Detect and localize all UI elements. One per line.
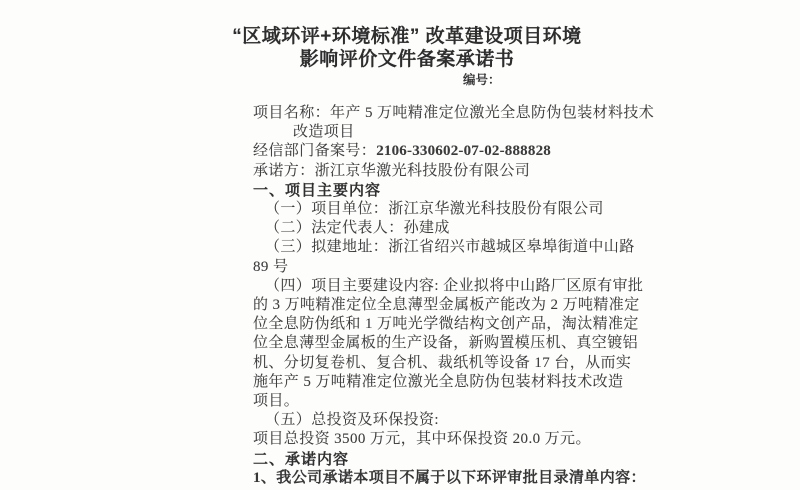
item-4-construction-content-line-7: 项目。 bbox=[253, 393, 300, 410]
promisor-line: 承诺方：浙江京华激光科技股份有限公司 bbox=[253, 162, 531, 179]
project-name-line-2: 改造项目 bbox=[293, 124, 355, 141]
record-number-value: 2106-330602-07-02-888828 bbox=[376, 143, 551, 160]
serial-number-label: 编号： bbox=[463, 73, 501, 87]
section-2-heading: 二、承诺内容 bbox=[253, 450, 350, 468]
document-title-line-1: “区域环评+环境标准” 改革建设项目环境 bbox=[232, 26, 582, 47]
item-4-construction-content-line-6: 施年产 5 万吨精准定位激光全息防伪包装材料技术改造 bbox=[253, 373, 624, 390]
document-title bbox=[10, 25, 800, 71]
item-4-construction-content-line-3: 位全息防伪纸和 1 万吨光学微结构文创产品，淘汰精准定 bbox=[253, 316, 639, 333]
item-5-investment-amount-line: 项目总投资 3500 万元，其中环保投资 20.0 万元。 bbox=[253, 431, 591, 448]
item-2-legal-representative-line: （二）法定代表人：孙建成 bbox=[265, 220, 450, 237]
document-title-line-2: 影响评价文件备案承诺书 bbox=[299, 49, 515, 70]
commitment-item-1-line: 1、我公司承诺本项目不属于以下环评审批目录清单内容： bbox=[253, 469, 646, 486]
item-3-address-line-1: （三）拟建地址：浙江省绍兴市越城区皋埠街道中山路 bbox=[265, 239, 635, 256]
record-number-label: 经信部门备案号： bbox=[253, 143, 377, 160]
section-1-heading: 一、项目主要内容 bbox=[253, 181, 382, 199]
document-body bbox=[253, 104, 655, 488]
item-4-construction-content-line-2: 的 3 万吨精准定位全息薄型金属板产能改为 2 万吨精准定 bbox=[253, 297, 640, 314]
record-number-line bbox=[253, 142, 645, 161]
item-4-construction-content-line-5: 机、分切复卷机、复合机、裁纸机等设备 17 台，从而实 bbox=[253, 354, 632, 371]
item-5-investment-heading-line: （五）总投资及环保投资: bbox=[265, 412, 439, 429]
item-1-project-unit-line: （一）项目单位：浙江京华激光科技股份有限公司 bbox=[265, 201, 604, 218]
item-4-construction-content-line-4: 位全息薄型金属板的生产设备，新购置模压机、真空镀铝 bbox=[253, 335, 639, 352]
item-4-construction-content-line-1: （四）项目主要建设内容: 企业拟将中山路厂区原有审批 bbox=[265, 277, 644, 294]
project-name-line-1: 项目名称：年产 5 万吨精准定位激光全息防伪包装材料技术 bbox=[253, 105, 655, 121]
item-3-address-line-2: 89 号 bbox=[253, 258, 289, 275]
